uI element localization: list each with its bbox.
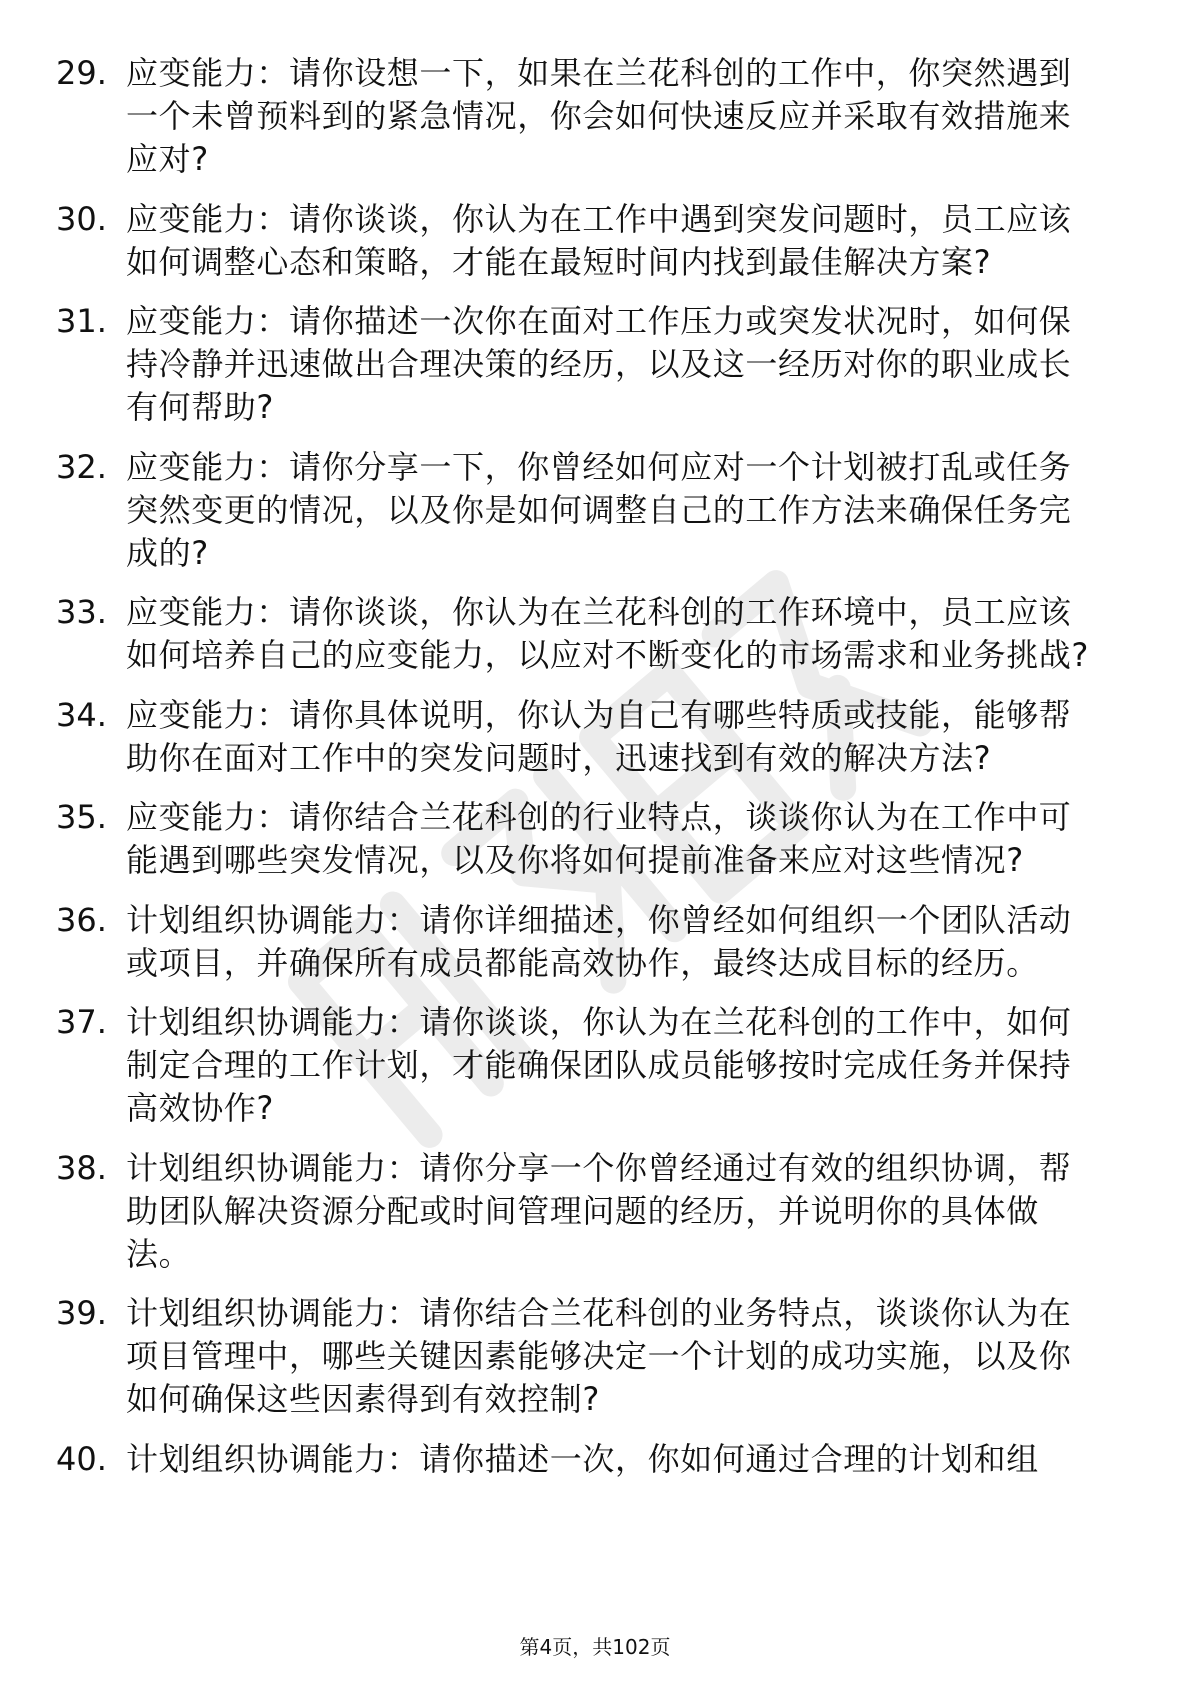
question-text: 应变能力：请你谈谈，你认为在兰花科创的工作环境中，员工应该如何培养自己的应变能力，以应对不断变化的市场需求和业务挑战? xyxy=(126,593,1089,674)
question-text: 应变能力：请你具体说明，你认为自己有哪些特质或技能，能够帮助你在面对工作中的突发问题时，迅速找到有效的解决方法? xyxy=(126,695,1072,777)
question-text: 应变能力：请你设想一下，如果在兰花科创的工作中，你突然遇到一个未曾预料到的紧急情况，你会如何快速反应并采取有效措施来应对? xyxy=(126,54,1072,178)
question-item xyxy=(56,1438,1116,1481)
question-item xyxy=(56,300,1116,429)
question-text: 计划组织协调能力：请你谈谈，你认为在兰花科创的工作中，如何制定合理的工作计划，才能确保团队成员能够按时完成任务并保持高效协作? xyxy=(126,1003,1072,1127)
question-number: 38. xyxy=(56,1148,107,1187)
question-item xyxy=(56,796,1116,882)
question-number: 29. xyxy=(56,54,107,92)
question-item xyxy=(56,694,1116,780)
page-footer: 第4页，共102页 xyxy=(519,1635,671,1659)
question-text: 应变能力：请你谈谈，你认为在工作中遇到突发问题时，员工应该如何调整心态和策略，才能在最短时间内找到最佳解决方案? xyxy=(126,199,1072,281)
question-number: 40. xyxy=(56,1439,107,1478)
question-text: 计划组织协调能力：请你描述一次，你如何通过合理的计划和组 xyxy=(126,1439,1039,1478)
question-item xyxy=(56,591,1116,677)
question-item xyxy=(56,52,1116,181)
question-number: 32. xyxy=(56,447,107,486)
question-text: 应变能力：请你分享一下，你曾经如何应对一个计划被打乱或任务突然变更的情况，以及你是如何调整自己的工作方法来确保任务完成的? xyxy=(126,447,1072,572)
question-text: 应变能力：请你结合兰花科创的行业特点，谈谈你认为在工作中可能遇到哪些突发情况，以及你将如何提前准备来应对这些情况? xyxy=(126,798,1072,879)
question-number: 33. xyxy=(56,593,107,631)
question-number: 37. xyxy=(56,1003,107,1041)
question-number: 39. xyxy=(56,1294,107,1332)
question-item xyxy=(56,899,1116,985)
question-number: 31. xyxy=(56,302,107,340)
question-number: 34. xyxy=(56,695,107,734)
question-list xyxy=(56,52,1116,1497)
question-text: 计划组织协调能力：请你分享一个你曾经通过有效的组织协调，帮助团队解决资源分配或时间管理问题的经历，并说明你的具体做法。 xyxy=(126,1148,1072,1273)
question-item xyxy=(56,1147,1116,1276)
question-text: 计划组织协调能力：请你详细描述，你曾经如何组织一个团队活动或项目，并确保所有成员都能高效协作，最终达成目标的经历。 xyxy=(126,900,1072,982)
question-item xyxy=(56,1001,1116,1130)
question-number: 30. xyxy=(56,199,107,238)
question-item xyxy=(56,446,1116,575)
question-number: 36. xyxy=(56,900,107,939)
question-text: 应变能力：请你描述一次你在面对工作压力或突发状况时，如何保持冷静并迅速做出合理决策的经历，以及这一经历对你的职业成长有何帮助? xyxy=(126,302,1072,426)
question-text: 计划组织协调能力：请你结合兰花科创的业务特点，谈谈你认为在项目管理中，哪些关键因素能够决定一个计划的成功实施，以及你如何确保这些因素得到有效控制? xyxy=(126,1294,1072,1418)
question-number: 35. xyxy=(56,798,107,836)
question-item xyxy=(56,198,1116,284)
question-item xyxy=(56,1292,1116,1421)
